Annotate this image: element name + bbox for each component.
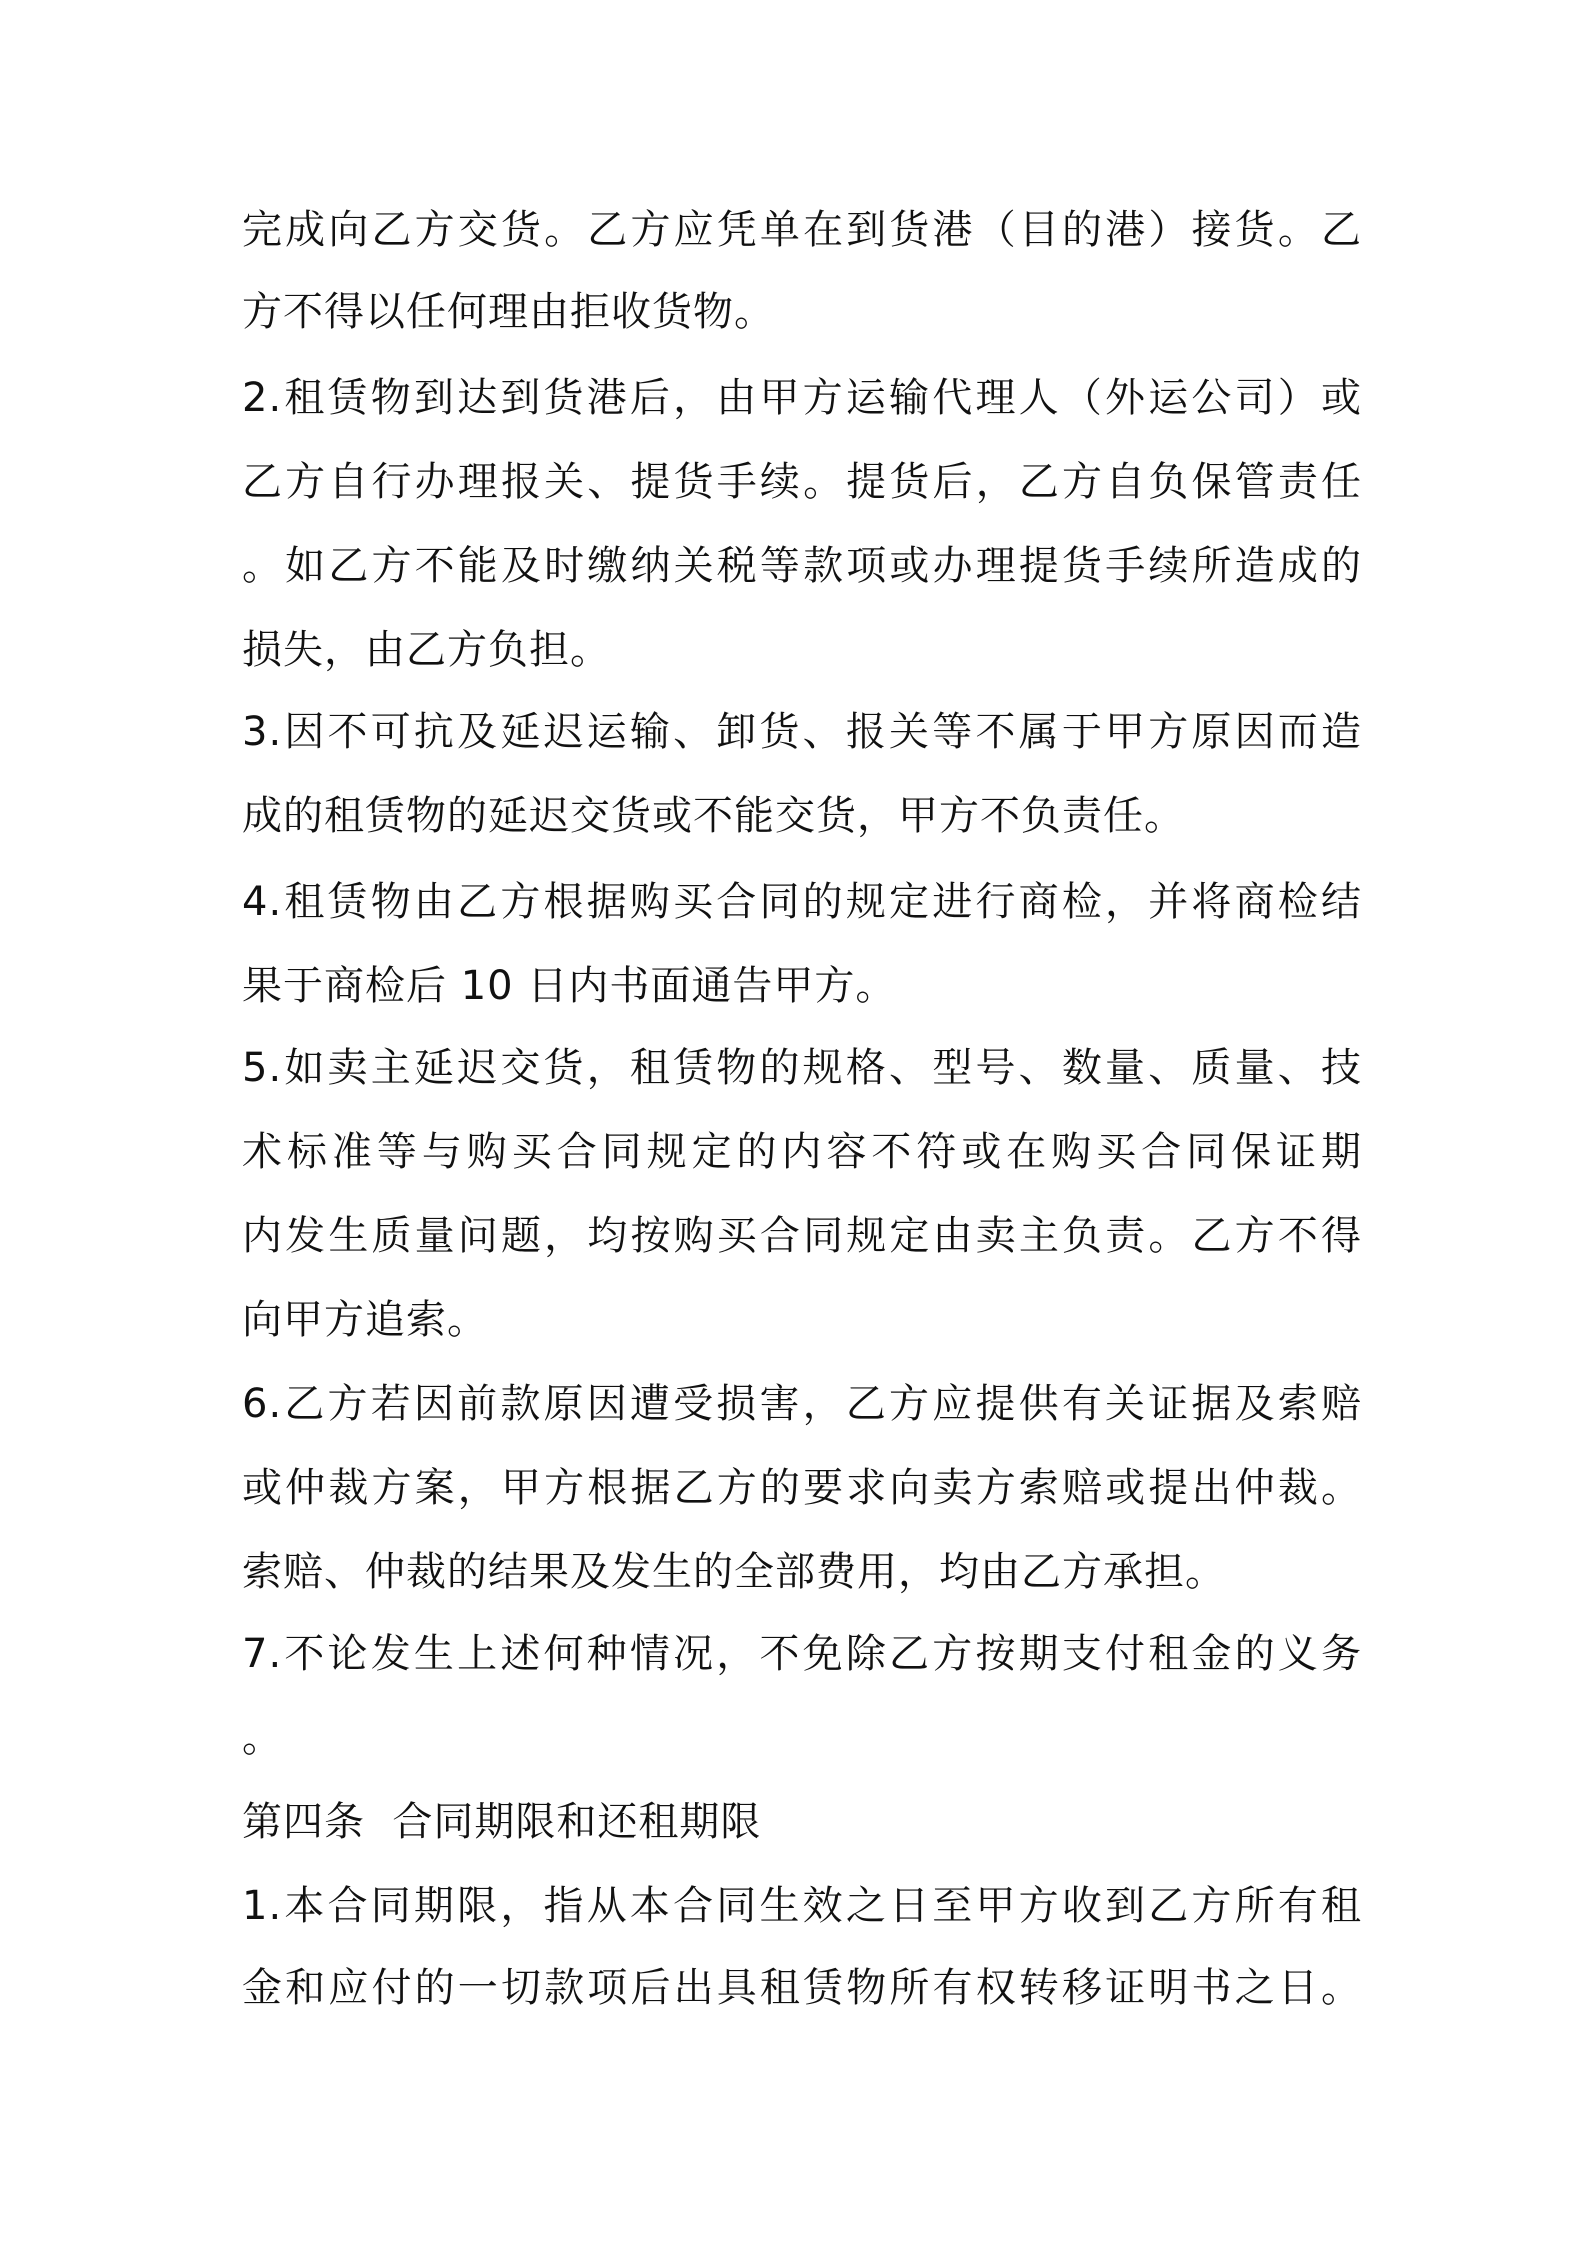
text-line: 6.乙方若因前款原因遭受损害，乙方应提供有关证据及索赔 (242, 1381, 1362, 1427)
text-line: 损失，由乙方负担。 (242, 627, 611, 673)
text-line: 7.不论发生上述何种情况，不免除乙方按期支付租金的义务 (242, 1631, 1362, 1677)
text-line: 完成向乙方交货。乙方应凭单在到货港（目的港）接货。乙 (242, 207, 1362, 253)
text-line: 2.租赁物到达到货港后，由甲方运输代理人（外运公司）或 (242, 375, 1362, 421)
text-line: 索赔、仲裁的结果及发生的全部费用，均由乙方承担。 (242, 1549, 1226, 1595)
section-heading: 第四条 合同期限和还租期限 (242, 1799, 762, 1845)
text-line: 。 (242, 1715, 283, 1761)
text-line: 1.本合同期限，指从本合同生效之日至甲方收到乙方所有租 (242, 1883, 1362, 1929)
text-line: 成的租赁物的延迟交货或不能交货，甲方不负责任。 (242, 793, 1185, 839)
text-line: 乙方自行办理报关、提货手续。提货后，乙方自负保管责任 (242, 459, 1362, 505)
text-line: 5.如卖主延迟交货，租赁物的规格、型号、数量、质量、技 (242, 1045, 1362, 1091)
text-line: 3.因不可抗及延迟运输、卸货、报关等不属于甲方原因而造 (242, 709, 1362, 755)
text-line: 4.租赁物由乙方根据购买合同的规定进行商检，并将商检结 (242, 879, 1362, 925)
text-line: 内发生质量问题，均按购买合同规定由卖主负责。乙方不得 (242, 1213, 1362, 1259)
text-line: 向甲方追索。 (242, 1297, 488, 1343)
text-line: 。如乙方不能及时缴纳关税等款项或办理提货手续所造成的 (242, 543, 1362, 589)
text-line: 方不得以任何理由拒收货物。 (242, 289, 775, 335)
text-line: 果于商检后 10 日内书面通告甲方。 (242, 963, 897, 1009)
text-line: 术标准等与购买合同规定的内容不符或在购买合同保证期 (242, 1129, 1362, 1175)
text-line: 金和应付的一切款项后出具租赁物所有权转移证明书之日。 (242, 1965, 1362, 2011)
text-line: 或仲裁方案，甲方根据乙方的要求向卖方索赔或提出仲裁。 (242, 1465, 1362, 1511)
